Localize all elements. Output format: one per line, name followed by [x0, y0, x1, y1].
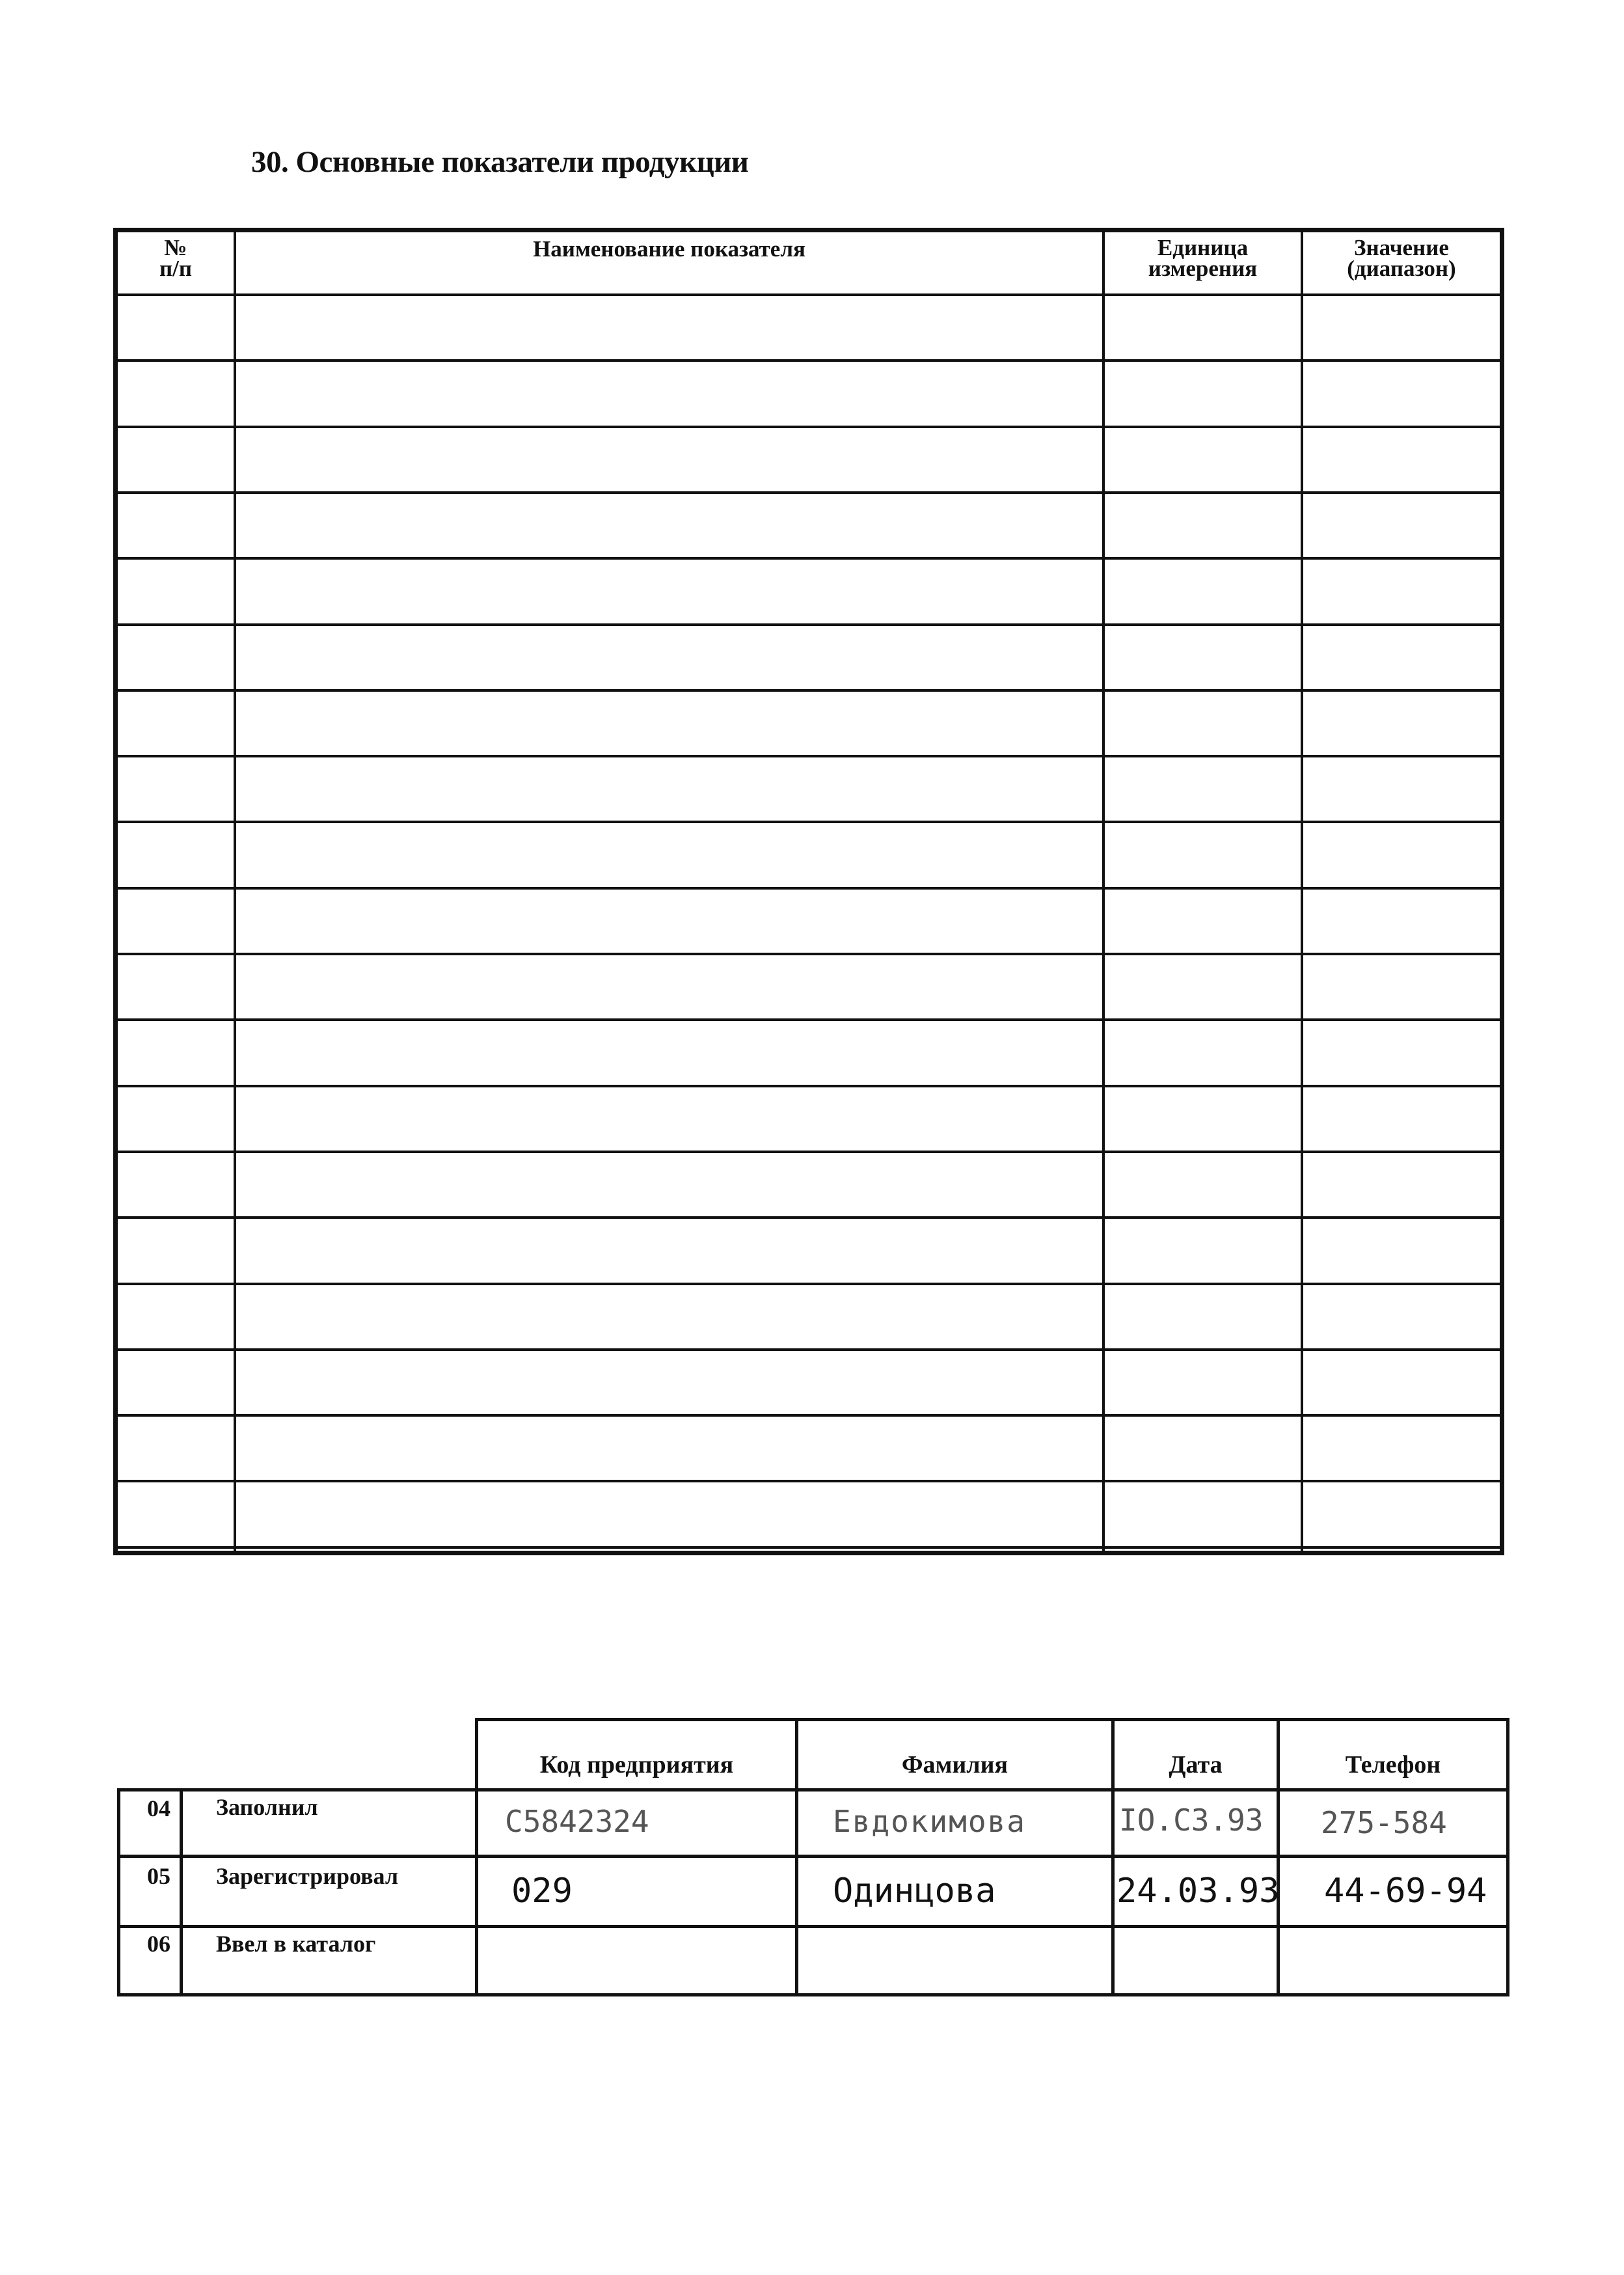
- row-divider: [118, 689, 1500, 692]
- phone-value: 275-584: [1321, 1805, 1447, 1840]
- header-code: Код предприятия: [539, 1751, 734, 1778]
- header-value-line1: Значение: [1354, 235, 1449, 260]
- header-value: [1303, 235, 1500, 281]
- header-num-line2: п/п: [159, 256, 193, 281]
- header-value-line2: (диапазон): [1347, 256, 1456, 281]
- row-code-04: 04: [147, 1795, 170, 1821]
- row-divider: [118, 1216, 1500, 1219]
- footer-right-border: [1506, 1718, 1509, 1996]
- column-divider: [234, 232, 236, 1551]
- header-num: [118, 235, 234, 281]
- section-title: 30. Основные показатели продукции: [251, 145, 749, 179]
- row-divider: [118, 1085, 1500, 1087]
- row-divider: [118, 1018, 1500, 1021]
- row-divider: [118, 359, 1500, 362]
- header-bottom-border: [118, 293, 1500, 296]
- header-unit-line1: Единица: [1157, 235, 1249, 260]
- row-divider: [118, 623, 1500, 626]
- footer-row-divider: [117, 1925, 1509, 1928]
- header-date: Дата: [1169, 1751, 1223, 1778]
- row-divider: [118, 557, 1500, 560]
- footer-top-border: [475, 1718, 1509, 1721]
- column-divider: [1301, 232, 1303, 1551]
- row-divider: [118, 1151, 1500, 1153]
- footer-bottom-border: [117, 1993, 1509, 1996]
- header-num-line1: №: [164, 235, 187, 260]
- enterprise-code-value: 029: [511, 1872, 573, 1911]
- row-code-05: 05: [147, 1863, 170, 1889]
- header-phone: Телефон: [1345, 1751, 1441, 1778]
- footer-row-divider: [117, 1855, 1509, 1858]
- phone-value: 44-69-94: [1324, 1872, 1487, 1911]
- surname-value: Одинцова: [833, 1872, 996, 1911]
- row-divider: [118, 426, 1500, 428]
- row-divider: [118, 1480, 1500, 1482]
- row-divider: [118, 755, 1500, 757]
- row-label-catalogued: Ввел в каталог: [216, 1931, 376, 1957]
- row-divider: [118, 1414, 1500, 1417]
- header-unit-line2: измерения: [1148, 256, 1258, 281]
- footer-header-bottom: [117, 1788, 1509, 1791]
- row-divider: [118, 1348, 1500, 1351]
- header-surname: Фамилия: [901, 1751, 1008, 1778]
- header-name: Наименование показателя: [533, 236, 805, 262]
- row-divider: [118, 953, 1500, 955]
- column-divider: [1102, 232, 1105, 1551]
- indicators-table: [113, 228, 1504, 1555]
- row-divider: [118, 887, 1500, 890]
- enterprise-code-value: С5842324: [505, 1804, 649, 1839]
- row-label-registered: Зарегистрировал: [216, 1863, 399, 1889]
- row-code-06: 06: [147, 1931, 170, 1957]
- row-divider: [118, 1546, 1500, 1549]
- row-divider: [118, 491, 1500, 494]
- date-value: 24.03.93: [1116, 1872, 1280, 1911]
- row-divider: [118, 821, 1500, 823]
- footer-num-divider: [180, 1788, 183, 1996]
- date-value: IO.C3.93: [1119, 1803, 1264, 1838]
- footer-left-border: [117, 1788, 120, 1996]
- surname-value: Евдокимова: [833, 1804, 1026, 1839]
- row-divider: [118, 1283, 1500, 1285]
- registration-table: [117, 1718, 1509, 1996]
- row-label-filled: Заполнил: [216, 1794, 318, 1820]
- header-unit: [1105, 235, 1301, 281]
